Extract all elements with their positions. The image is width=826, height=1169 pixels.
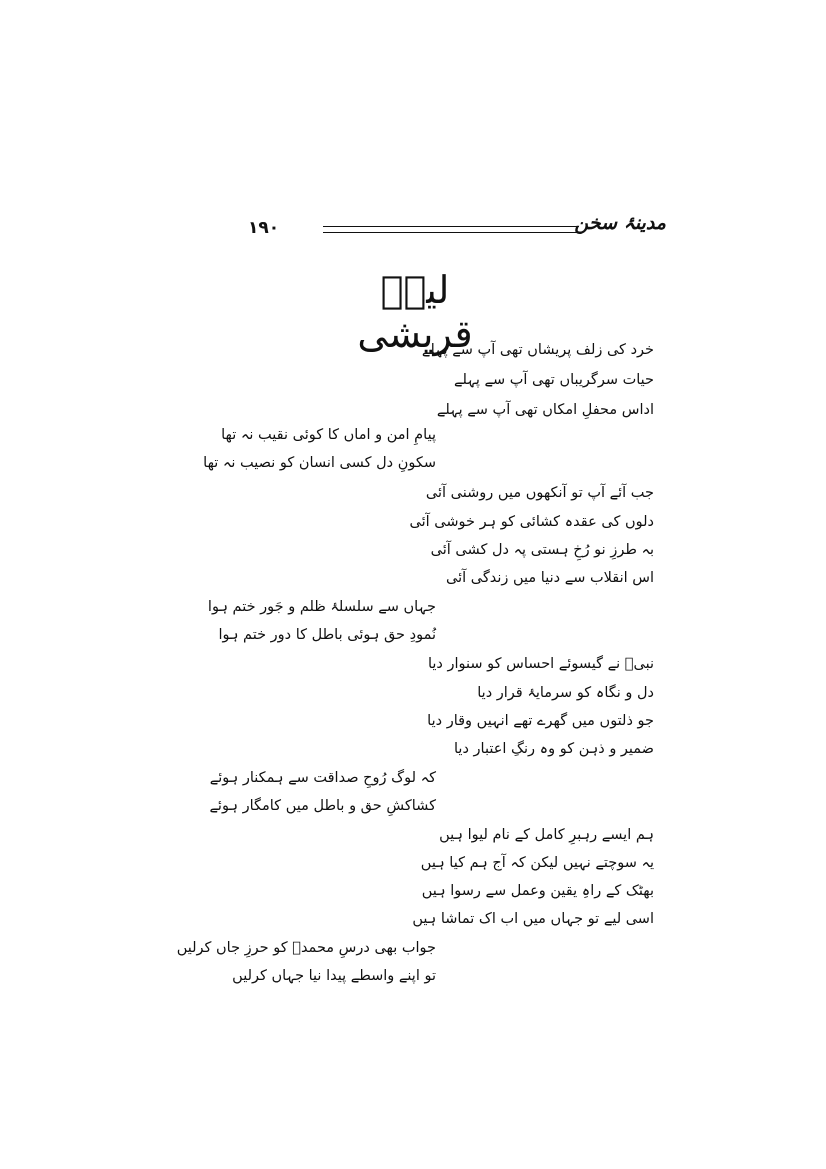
poem-line: اداس محفلِ امکاں تھی آپ سے پہلے: [436, 402, 654, 418]
poem-line: کہ لوگ رُوحِ صداقت سے ہمکنار ہوئے: [209, 770, 436, 786]
poem-line: کشاکشِ حق و باطل میں کامگار ہوئے: [209, 798, 436, 814]
poem-line: دلوں کی عقدہ کشائی کو ہر خوشی آئی: [409, 514, 654, 530]
poem-line: نبیؐ نے گیسوئے احساس کو سنوار دیا: [427, 656, 654, 672]
poem-line: سکونِ دل کسی انسان کو نصیب نہ تھا: [203, 455, 436, 471]
poem-line: جو ذلتوں میں گھرے تھے انہیں وقار دیا: [427, 713, 654, 729]
header-rule-bottom: [323, 232, 579, 233]
poem-line: ضمیر و ذہن کو وہ رنگِ اعتبار دیا: [454, 741, 654, 757]
poem-line: جواب بھی درسِ محمدؐ کو حرزِ جاں کرلیں: [176, 940, 436, 956]
poem-line: بہ طرزِ نو رُخِ ہستی پہ دل کشی آئی: [430, 542, 654, 558]
poem-line: پیامِ امن و اماں کا کوئی نقیب نہ تھا: [221, 427, 436, 443]
poem-line: دل و نگاہ کو سرمایۂ قرار دیا: [477, 685, 654, 701]
poem-line: اس انقلاب سے دنیا میں زندگی آئی: [446, 570, 654, 586]
poem-line: حیات سرگریباں تھی آپ سے پہلے: [454, 372, 654, 388]
poem-line: یہ سوچتے نہیں لیکن کہ آج ہم کیا ہیں: [420, 855, 654, 871]
book-title: مدینۂ سخن: [574, 212, 666, 234]
poem-line: جہاں سے سلسلۂ ظلم و جَور ختم ہوا: [207, 599, 436, 615]
poem-line: ہم ایسے رہبرِ کامل کے نام لیوا ہیں: [439, 827, 654, 843]
poem-line: اسی لیے تو جہاں میں اب اک تماشا ہیں: [412, 911, 654, 927]
poem-line: بھٹک کے راہِ یقین وعمل سے رسوا ہیں: [421, 883, 654, 899]
page-number: ۱۹۰: [248, 218, 280, 238]
poet-name: لیثؔ قریشی: [357, 268, 473, 356]
header-rule-top: [323, 226, 579, 227]
poem-line: تو اپنے واسطے پیدا نیا جہاں کرلیں: [232, 968, 436, 984]
poem-line: خرد کی زلف پریشاں تھی آپ سے پہلے: [421, 342, 654, 358]
poem-line: جب آئے آپ تو آنکھوں میں روشنی آئی: [425, 485, 654, 501]
poem-line: نُمودِ حق ہوئی باطل کا دور ختم ہوا: [218, 627, 436, 643]
